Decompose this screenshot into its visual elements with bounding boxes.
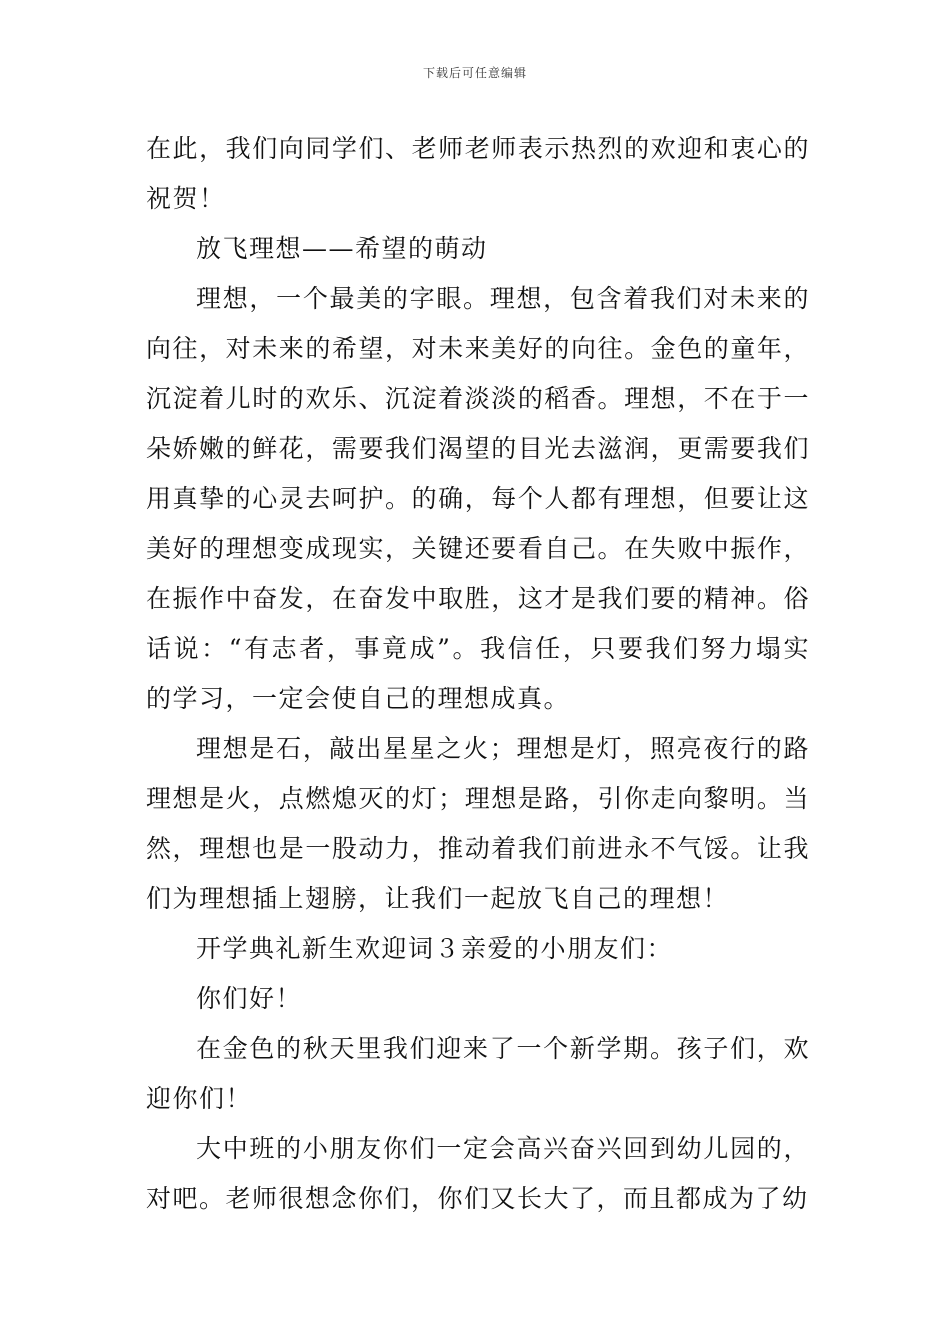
page-header-note: 下载后可任意编辑 xyxy=(422,66,527,80)
paragraph-1: 在此，我们向同学们、老师老师表示热烈的欢迎和衷心的祝贺！ xyxy=(146,134,810,213)
document-body xyxy=(146,124,810,1224)
paragraph-8: 大中班的小朋友你们一定会高兴奋兴回到幼儿园的，对吧。老师很想念你们，你们又长大了，而且都成为了幼 xyxy=(146,1134,810,1213)
paragraph-4: 理想是石，敲出星星之火；理想是灯，照亮夜行的路理想是火，点燃熄灭的灯；理想是路，引你走向黎明。当然，理想也是一股动力，推动着我们前进永不气馁。让我们为理想插上翅膀，让我们一起放飞自己的理想！ xyxy=(146,734,810,913)
paragraph-3: 理想，一个最美的字眼。理想，包含着我们对未来的向往，对未来的希望，对未来美好的向往。金色的童年，沉淀着儿时的欢乐、沉淀着淡淡的稻香。理想，不在于一朵娇嫩的鲜花，需要我们渴望的目光去滋润，更需要我们用真挚的心灵去呵护。的确，每个人都有理想，但要让这美好的理想变成现实，关键还要看自己。在失败中振作，在振作中奋发，在奋发中取胜，这才是我们要的精神。俗话说：“有志者，事竟成”。我信任，只要我们努力塌实的学习，一定会使自己的理想成真。 xyxy=(146,284,810,713)
section-heading: 放飞理想——希望的萌动 xyxy=(196,234,488,263)
paragraph-6: 你们好！ xyxy=(196,984,303,1013)
paragraph-7: 在金色的秋天里我们迎来了一个新学期。孩子们，欢迎你们！ xyxy=(146,1034,810,1113)
paragraph-5: 开学典礼新生欢迎词３亲爱的小朋友们： xyxy=(196,934,674,963)
